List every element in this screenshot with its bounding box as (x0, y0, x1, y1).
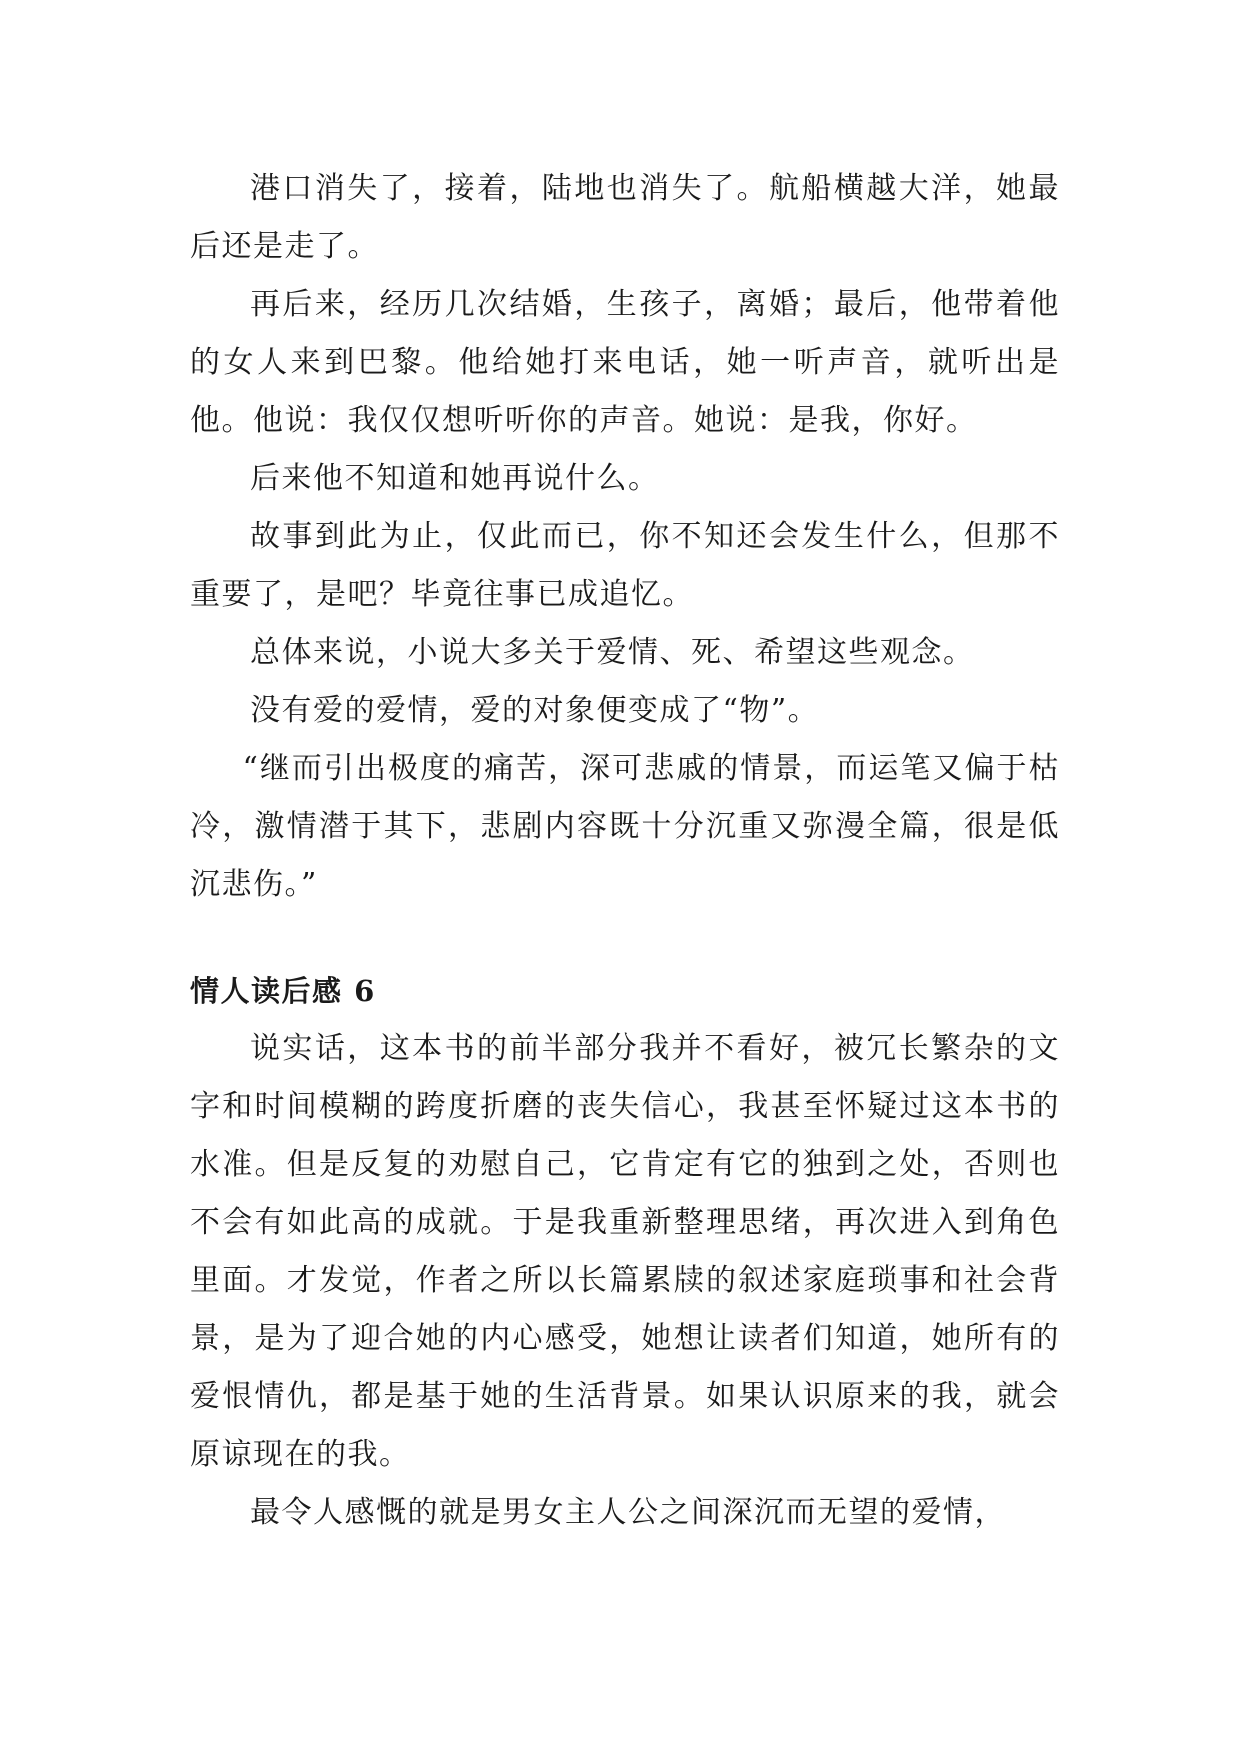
paragraph-honestly: 说实话，这本书的前半部分我并不看好，被冗长繁杂的文字和时间模糊的跨度折磨的丧失信心，我甚至怀疑过这本书的水准。但是反复的劝慰自己，它肯定有它的独到之处，否则也不会有如此高的成就。于是我重新整理思绪，再次进入到角色里面。才发觉，作者之所以长篇累牍的叙述家庭琐事和社会背景，是为了迎合她的内心感受，她想让读者们知道，她所有的爱恨情仇，都是基于她的生活背景。如果认识原来的我，就会原谅现在的我。 (190, 1031, 1060, 1472)
paragraph-quote: “继而引出极度的痛苦，深可悲戚的情景，而运笔又偏于枯冷，激情潜于其下，悲剧内容既十分沉重又弥漫全篇，很是低沉悲伤。” (190, 751, 1060, 902)
paragraph-phone-call: 再后来，经历几次结婚，生孩子，离婚；最后，他带着他的女人来到巴黎。他给她打来电话，她一听声音，就听出是他。他说：我仅仅想听听你的声音。她说：是我，你好。 (190, 287, 1060, 438)
paragraph-story-ends: 故事到此为止，仅此而已，你不知还会发生什么，但那不重要了，是吧？毕竟往事已成追忆。 (190, 519, 1060, 612)
paragraph-harbor: 港口消失了，接着，陆地也消失了。航船横越大洋，她最后还是走了。 (190, 171, 1060, 264)
section-heading: 情人读后感 6 (190, 974, 376, 1008)
paragraph-most-touching: 最令人感慨的就是男女主人公之间深沉而无望的爱情， (250, 1495, 1006, 1530)
paragraph-themes: 总体来说，小说大多关于爱情、死、希望这些观念。 (250, 635, 975, 670)
document-body (190, 160, 1060, 1542)
paragraph-love-object: 没有爱的爱情，爱的对象便变成了“物”。 (250, 693, 820, 728)
paragraph-afterwards: 后来他不知道和她再说什么。 (250, 461, 660, 496)
